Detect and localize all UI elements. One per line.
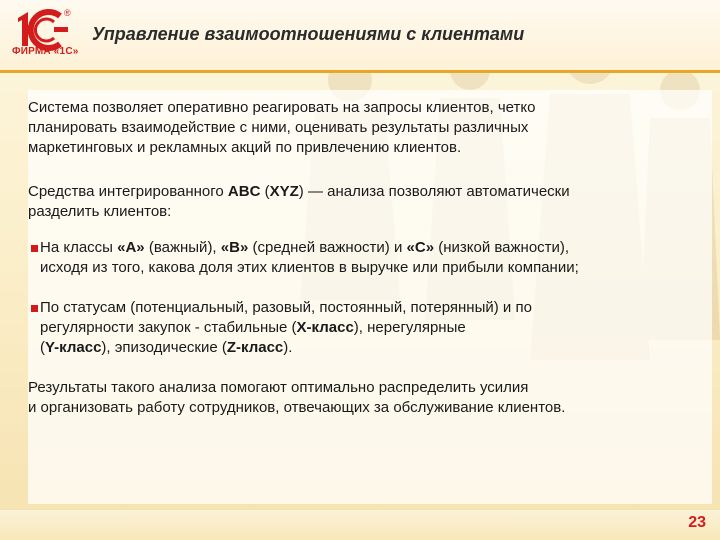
bullet-classes (28, 238, 579, 278)
text-span: ), эпизодические ( (101, 339, 227, 356)
slide-content (28, 90, 712, 504)
z-class-term: Z-класс (226, 339, 284, 356)
y-class-term: Y-класс (45, 339, 102, 356)
text-span: ) — анализа позволяют автоматически (298, 183, 570, 200)
bullet-2-line-3 (28, 338, 532, 358)
results-line-1: Результаты такого анализа помогают оптимально распределить усилия (28, 379, 529, 396)
x-class-term: X-класс (296, 319, 354, 336)
abc-term: ABC (227, 183, 261, 200)
text-span: (средней важности) и (248, 239, 407, 256)
text-span: (важный), (144, 239, 221, 256)
class-c-term: «С» (406, 239, 435, 256)
page-title: Управление взаимоотношениями с клиентами (92, 24, 525, 44)
company-name: ФИРМА «1С» (12, 46, 79, 57)
bullet-2-line-2 (28, 318, 532, 338)
header-divider (0, 70, 720, 73)
intro-line-2: планировать взаимодействие с ними, оценивать результаты различных (28, 119, 529, 136)
text-span: Средства интегрированного (28, 183, 228, 200)
text-span: ). (283, 339, 293, 356)
text-span: (низкой важности), (434, 239, 570, 256)
text-span: На классы (40, 239, 118, 256)
bullet-statuses (28, 298, 532, 358)
abc-paragraph (28, 182, 570, 222)
class-a-term: «А» (117, 239, 145, 256)
slide-header (0, 0, 720, 70)
text-span: ( (260, 183, 270, 200)
results-line-2: и организовать работу сотрудников, отвечающих за обслуживание клиентов. (28, 399, 566, 416)
bullet-square-icon (31, 245, 38, 252)
xyz-term: XYZ (269, 183, 299, 200)
text-span: ), нерегулярные (353, 319, 466, 336)
slide-footer (0, 510, 720, 540)
results-paragraph (28, 378, 565, 418)
intro-paragraph (28, 98, 535, 158)
text-span: ( (40, 339, 45, 356)
page-number: 23 (688, 514, 706, 531)
registered-mark: ® (64, 8, 71, 18)
intro-line-1: Система позволяет оперативно реагировать на запросы клиентов, четко (28, 99, 536, 116)
bullet-square-icon (31, 305, 38, 312)
class-b-term: «В» (220, 239, 249, 256)
abc-line-1 (28, 182, 570, 202)
intro-line-3: маркетинговых и рекламных акций по привлечению клиентов. (28, 139, 462, 156)
text-span: регулярности закупок - стабильные ( (40, 319, 297, 336)
bullet-2-line-1: По статусам (потенциальный, разовый, постоянный, потерянный) и по (40, 299, 532, 316)
bullet-1-line-1 (28, 238, 579, 258)
abc-line-2: разделить клиентов: (28, 203, 172, 220)
bullet-1-line-2: исходя из того, какова доля этих клиентов в выручке или прибыли компании; (40, 259, 579, 276)
